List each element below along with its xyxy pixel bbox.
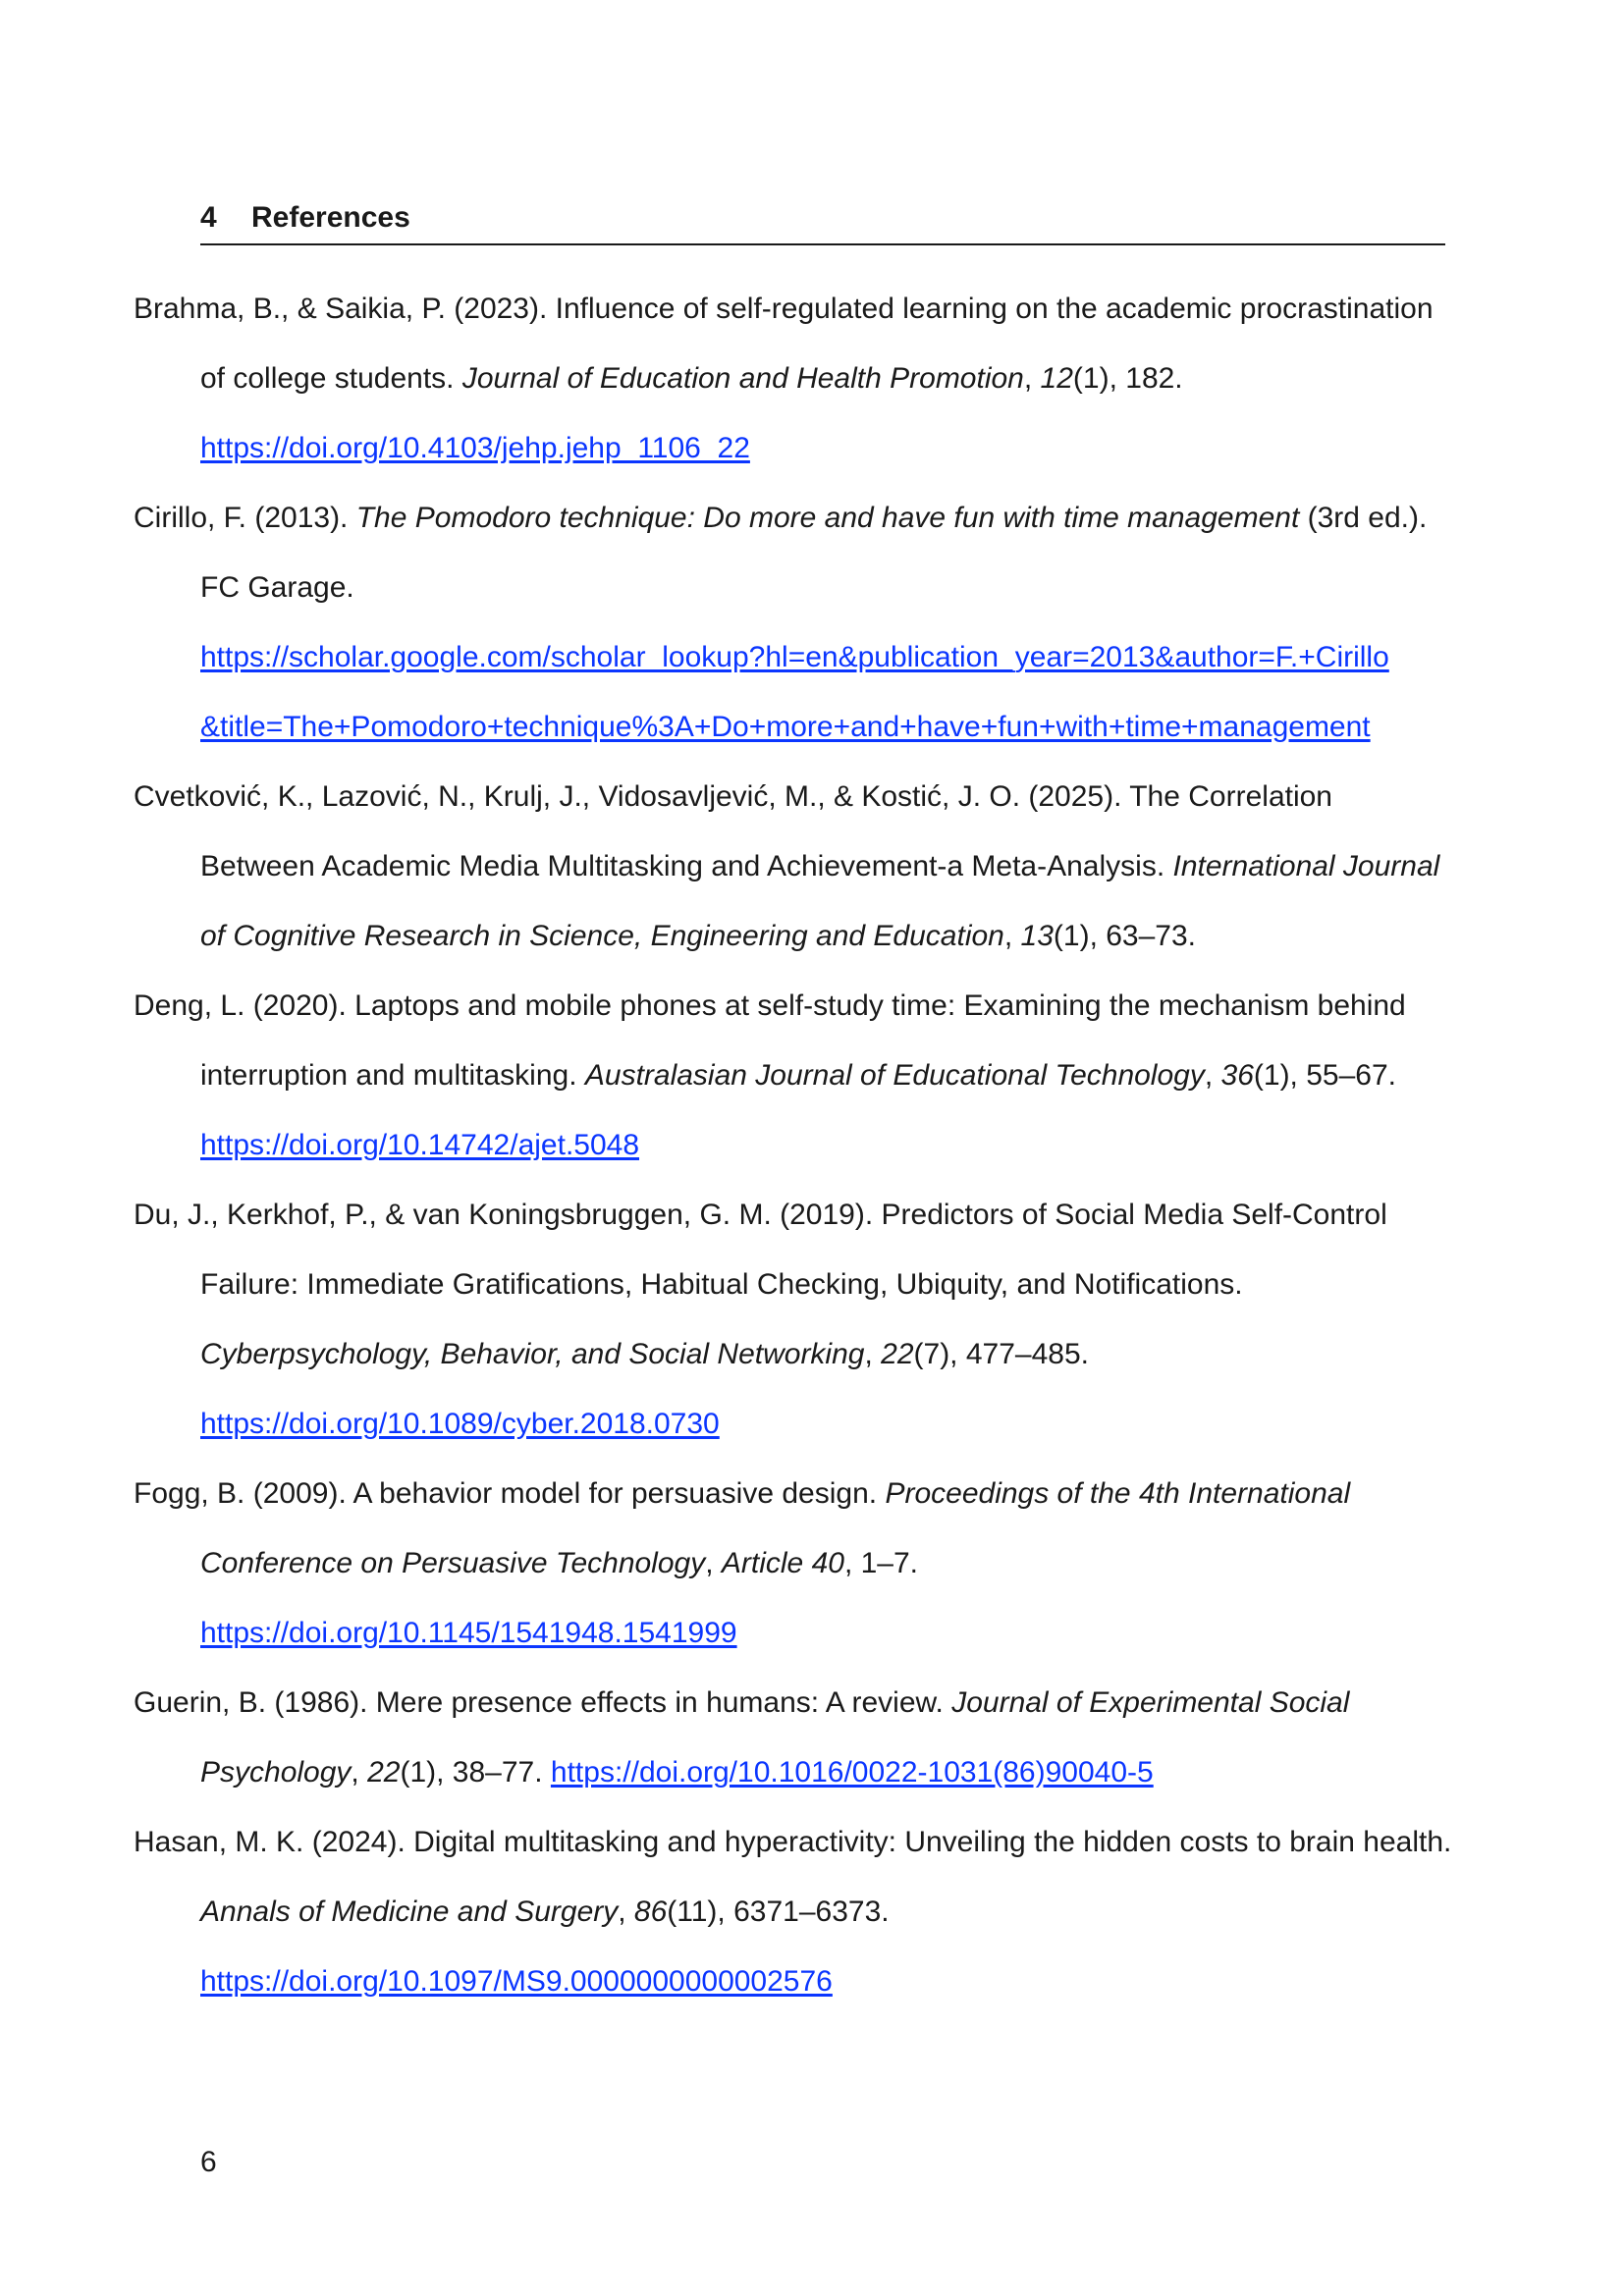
reference-text: Guerin, B. (1986). Mere presence effects in humans: A review. <box>134 1686 952 1719</box>
reference-guerin-1986: Guerin, B. (1986). Mere presence effects in humans: A review. Journal of Experimental Social Psychology, 22(1), 38–77. https://doi.org/10.1016/0022-1031(86)90040-5 <box>134 1686 1350 1789</box>
reference-cirillo-2013: Cirillo, F. (2013). The Pomodoro technique: Do more and have fun with time management (3rd ed.). FC Garage. https://scholar.google.com/scholar_lookup?hl=en&publication_year=2013&author=F.+Cirillo &title=The+Pomodoro+technique%3A+Do+more+and+have+fun+with+time+management <box>134 502 1428 743</box>
journal-title: Proceedings of the 4th International Conference on Persuasive Technology <box>200 1477 1351 1579</box>
article-number: Article 40 <box>721 1547 844 1579</box>
reference-cvetkovic-2025: Cvetković, K., Lazović, N., Krulj, J., Vidosavljević, M., & Kostić, J. O. (2025). The Correlation Between Academic Media Multitasking and Achievement-a Meta-Analysis. International Journal of Cognitive Research in Science, Engineering and Education, 13(1), 63–73. <box>134 780 1440 952</box>
page-number: 6 <box>200 2146 217 2178</box>
journal-title: International Journal of Cognitive Research in Science, Engineering and Education <box>200 850 1440 952</box>
reference-text: Deng, L. (2020). Laptops and mobile phones at self-study time: Examining the mechanism behind interruption and multitasking. <box>134 989 1406 1092</box>
reference-text: Cirillo, F. (2013). <box>134 502 356 534</box>
section-heading <box>200 194 1445 245</box>
volume: 86 <box>633 1896 668 1928</box>
reference-text: Du, J., Kerkhof, P., & van Koningsbruggen, G. M. (2019). Predictors of Social Media Self-Control Failure: Immediate Gratifications, Habitual Checking, Ubiquity, and Notifications. <box>134 1199 1387 1301</box>
volume: 36 <box>1220 1059 1254 1092</box>
reference-text: Fogg, B. (2009). A behavior model for persuasive design. <box>134 1477 886 1510</box>
section-title: References <box>251 201 410 234</box>
journal-title: Annals of Medicine and Surgery <box>200 1896 619 1928</box>
section-number: 4 <box>200 201 217 234</box>
book-title: The Pomodoro technique: Do more and have fun with time management <box>355 502 1300 534</box>
reference-fogg-2009: Fogg, B. (2009). A behavior model for persuasive design. Proceedings of the 4th International Conference on Persuasive Technology, Article 40, 1–7. https://doi.org/10.1145/1541948.1541999 <box>134 1477 1351 1649</box>
reference-du-2019: Du, J., Kerkhof, P., & van Koningsbruggen, G. M. (2019). Predictors of Social Media Self-Control Failure: Immediate Gratifications, Habitual Checking, Ubiquity, and Notifications. Cyberpsychology, Behavior, and Social Networking, 22(7), 477–485. https://doi.org/10.1089/cyber.2018.0730 <box>134 1199 1387 1440</box>
doi-link[interactable]: https://doi.org/10.1097/MS9.0000000000002576 <box>200 1965 833 1998</box>
scholar-link[interactable]: https://scholar.google.com/scholar_lookup?hl=en&publication_year=2013&author=F.+Cirillo <box>200 641 1389 673</box>
reference-text: Hasan, M. K. (2024). Digital multitasking and hyperactivity: Unveiling the hidden costs to brain health. <box>134 1826 1452 1858</box>
reference-text: Cvetković, K., Lazović, N., Krulj, J., Vidosavljević, M., & Kostić, J. O. (2025). The Correlation Between Academic Media Multitasking and Achievement-a Meta-Analysis. <box>134 780 1332 882</box>
volume: 22 <box>881 1338 914 1370</box>
journal-title: Cyberpsychology, Behavior, and Social Networking <box>200 1338 865 1370</box>
journal-title: Journal of Education and Health Promotion <box>461 362 1024 395</box>
reference-deng-2020: Deng, L. (2020). Laptops and mobile phones at self-study time: Examining the mechanism behind interruption and multitasking. Australasian Journal of Educational Technology, 36(1), 55–67. https://doi.org/10.14742/ajet.5048 <box>134 989 1406 1161</box>
volume: 13 <box>1020 920 1054 952</box>
doi-link[interactable]: https://doi.org/10.14742/ajet.5048 <box>200 1129 640 1161</box>
journal-title: Australasian Journal of Educational Technology <box>584 1059 1205 1092</box>
doi-link[interactable]: https://doi.org/10.1016/0022-1031(86)90040-5 <box>550 1756 1154 1789</box>
volume: 12 <box>1040 362 1073 395</box>
reference-hasan-2024: Hasan, M. K. (2024). Digital multitasking and hyperactivity: Unveiling the hidden costs to brain health. Annals of Medicine and Surgery, 86(11), 6371–6373. https://doi.org/10.1097/MS9.0000000000002576 <box>134 1826 1452 1998</box>
reference-text: Brahma, B., & Saikia, P. (2023). Influence of self-regulated learning on the academic procrastination of college students. <box>134 293 1434 395</box>
volume: 22 <box>367 1756 401 1789</box>
doi-link[interactable]: https://doi.org/10.4103/jehp.jehp_1106_22 <box>200 432 750 464</box>
doi-link[interactable]: https://doi.org/10.1089/cyber.2018.0730 <box>200 1408 720 1440</box>
doi-link[interactable]: https://doi.org/10.1145/1541948.1541999 <box>200 1617 737 1649</box>
reference-list <box>134 274 1454 2016</box>
reference-brahma-2023: Brahma, B., & Saikia, P. (2023). Influence of self-regulated learning on the academic procrastination of college students. Journal of Education and Health Promotion, 12(1), 182. https://doi.org/10.4103/jehp.jehp_1106_22 <box>134 293 1434 464</box>
scholar-link-continued[interactable]: &title=The+Pomodoro+technique%3A+Do+more+and+have+fun+with+time+management <box>200 711 1371 743</box>
journal-title: Journal of Experimental Social Psychology <box>200 1686 1350 1789</box>
